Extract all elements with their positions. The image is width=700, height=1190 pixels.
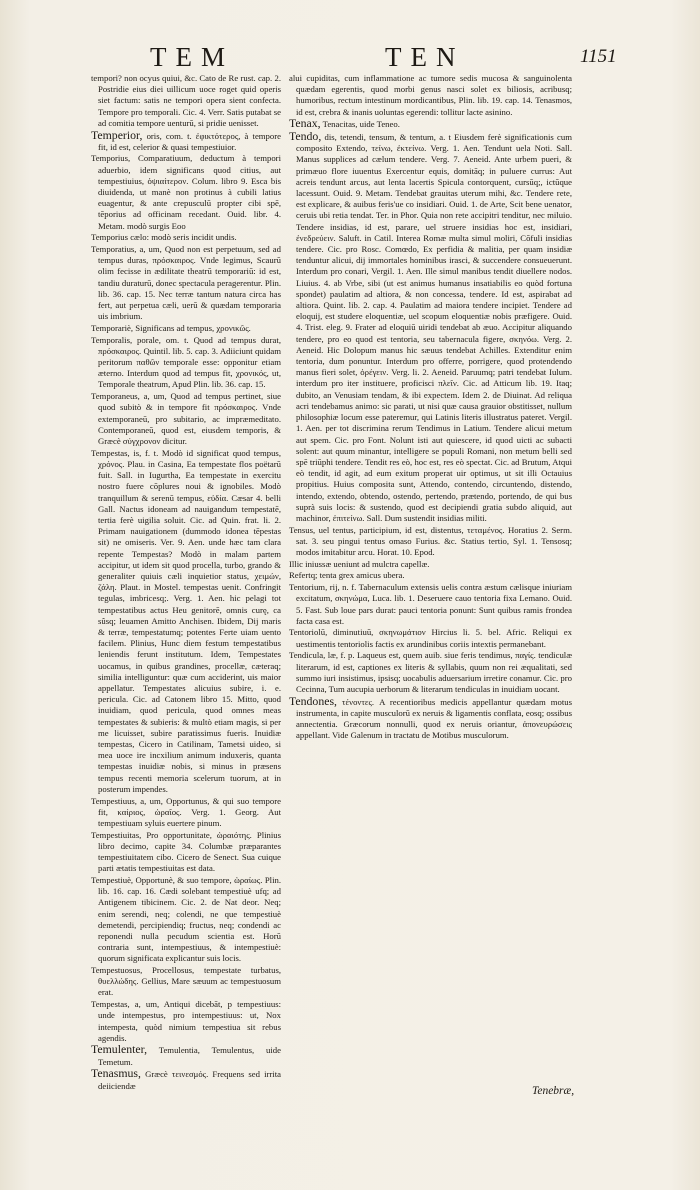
dictionary-entry	[91, 1044, 281, 1067]
entry-text: Tenacitas, uide Teneo.	[322, 119, 400, 130]
entry-text: Temulentia, Temulentus, uide Temetum.	[98, 1045, 281, 1067]
entry-headword: Tendo,	[289, 129, 322, 144]
dictionary-entry	[289, 650, 572, 695]
dictionary-entry	[91, 1068, 281, 1091]
entry-text: dis, tetendi, tensum, & tentum, a. t Eiusdem ferè significationis cum composito Extendo, τείνω, ἐκτείνω. Verg. 1. Aen. Tendunt uela Noti. Sall. Manus supplices ad cælum tendere. Verg. 7. Aeneid. Ante urbem pueri, & primæuo flore iuuentus Exercentur equis, domitāq; in puluere currus: Aut acreis tendunt arcus, aut lenta lacertis Spicula contorquent, cursūq;, ictūque lacessunt. Ouid. 9. Metam. Tendebat grauitas uterum mihi, &c. Tendere rete, est explicare, & auibus feris'ue co insidiari. Ouid. 1. de Arte, Scit bene uenator, ceruis ubi retia tendat. Ter. in Phor. Quia non rete accipitri tenditur, nec miluio. Tendere insidias, id est, parare, uel struere insidias hoc est, insidiari, ἐνεδρεύειν. Saluft. in Catil. Interea Romæ multa simul moliri, Cōfuli insidias tendere. Cic. pro Rosc. Comœdo, Ex perfidia & malitia, per quam insidiæ tenduntur alicui, dij immortales hominibus irasci, & succendere consueuerunt. Interdum pro conari, Vergil. 1. Aen. Ille simul manibus tendit diuellere nodos. Liuius. 4. ab Vrbe, sibi (ut est animus humanus insatiabilis eo quòd fortuna spondet) paulatim ad altiora, & non concessa, tendere. Id est, aspirabat ad altiora. Quint. lib. 2. cap. 4. Paulatim ad maiora tendere incipiet. Tendere ad eloquij, est studere eloquentiæ, uel scopum eloquentiæ nobis præfigere. Ouid. 4. Trist. eleg. 9. Frater ad eloquiū uiridi tendebat ab æuo. Accipitur aliquando tendere, pro eo quod est tentoria, seu tabernacula figere, σκηνόω. Verg. 2. Aeneid. Hic Dolopum manus hic sæuus tendebat Achilles. Extenditur enim tentoria, dum ponuntur. Interdum pro offerre, porrigere, quod protendendo manus fieri solet, ὀρέγειν. Verg. li. 2. Aeneid. Paruumq; patri tendebat Iulum. interdum pro iter instituere, proficisci πλεῖν. Cic. ad Atticum lib. 19. Itaq; dubito, an Venusiam tendam, & ibi expectem. Idem 2. de Diuinat. Ad reliqua acri tendebamus animo: sic parati, ut nisi quæ causa grauior obstitisset, nullum philosophiæ locum esse pateremur, qui Latinis literis illustratus pateret. Vergil. 1. Aen. per tot discrimina rerum Tendimus in Latium. Tendere alicui metum aut spem. Cic. pro Font. Nolunt isti aut quiescere, id quod uicti ac subacti solent: aut quum minantur, intelligere se populi Romani, non metum belli sed spē triūphi tendere. Tendit res eò, hoc est, res eò spectat. Cic. ad Brutum, Atqui eò tendit, id agit, ad eum exitum properat uir optimus, ut sit illi Octauius propitius. Huius composita sunt, Attendo, contendo, circuntendo, distendo, intendo, extendo, obtendo, ostendo, pertendo, prætendo, portendo, de qui bus suprà suis locis: & sustendo, quod est decipiendi gratia subdo aliquid, aut machinor, ἐπιτείνω. Sall. Dum sustendit insidias militi.	[296, 132, 572, 523]
entry-text: Tempestiuitas, Pro opportunitate, ὡραιότης. Plinius libro decimo, capite 34. Columbæ præparantes tempestiuitatem cibo. Cicero de Senect. Sua cuique parti ætatis tempestiuitas est data.	[91, 829, 281, 874]
entry-text: Tentorium, rij, n. f. Tabernaculum extensis uelis contra æstum cælisque iniuriam excitatum, σκηνώμα, Luca. lib. 1. Deseruere cauo tentoria fixa Lemano. Ouid. 5. Fast. Sub loue pars durat: pauci tentoria ponunt: Sunt quibus ramis frondea facta casa est.	[289, 582, 572, 626]
running-head-left: TEM	[150, 42, 234, 72]
dictionary-entry	[289, 559, 572, 570]
dictionary-entry	[91, 830, 281, 875]
dictionary-entry	[289, 693, 572, 742]
left-column	[91, 73, 281, 1092]
entry-headword: Temulenter,	[91, 1042, 148, 1057]
entry-text: Temporariè, Significans ad tempus, χρονικῶς.	[91, 322, 251, 333]
entry-text: tempori? non ocyus quiui, &c. Cato de Re rust. cap. 2. Postridie eius diei uillicum uoce roget quid operis siet factum: satis ne tempori opera sient confecta. Tempore pro temporali. Cic. 4. Verr. Satis putabat se ad comitia tempore uenturū, si pridie uenisset.	[91, 73, 281, 128]
entry-text: alui cupiditas, cum inflammatione ac tumore sedis mucosa & sanguinolenta quædam egerentis, quod morbi genus nasci solet ex biliosis, acribusq; humoribus, rectum intestinum mordicantibus, Plin. lib. 19. cap. 14. Tenasmos, id est, crebra & inanis uoluntas egerendi: tollitur lacte asinino.	[289, 73, 572, 117]
entry-headword: Tenax,	[289, 116, 321, 131]
entry-headword: Tenasmus,	[91, 1066, 141, 1081]
entry-text: Tempestas, is, f. t. Modò id significat quod tempus, χρόνος. Plau. in Casina, Ea tempestate flos poëtarū fuit. Sall. in Iugurtha, Ea tempestate in exercitu nostro fuere cōplures noui & ignobiles. Modò tranquillum & serenū tempus, εὐδία. Cæsar 4. belli Gall. Nactus idoneam ad nauigandum tempestatē, tertia ferè uigilia soluit. Cic. ad Quin. frat. li. 2. Primam nauigationem (dummodo idonea tēpestas sit) ne omiseris. Ver. 9. Aen. unde hæc tam clara repente Tempestas? Modò in malam partem accipitur, ut idem sit quod procella, turbo, grando & generaliter quiuis cæli inquietior status, χειμών, ζάλη. Plaut. in Mostel. tempestas uenit. Confringit tegulas, imbricesq;. Verg. 1. Aen. hic pelagi tot tempestatibus actus Heu genitorē, omnis curę, ca sûsq; leuamen Amitto Anchisen. Ibidem, Dij maris & terræ, tempestatumq; potentes Ferte uiam uento facilem. Plinius, Hunc diem festum tempestatibus leniendis ferunt institutum. Idem, Tempestates uocamus, in quibus grandines, procellæ, cæteraq; similia intelliguntur: quæ cum acciderint, uis maior appellatur. Tempestates alicuius subire, i. e. pericula. Cic. ad Catonem libro 15. Mitto, quod inuidiam, quod pericula, quod omnes meas tempestates & subieris: & multò etiam magis, si per me licuisset, subire paratissimus fueris. Inuidiæ tempestas, Cicero in Catilinam, Tametsi uideo, si mea uoce ire incxilium animum induxeris, quanta tempestas inuidiæ nobis, si minus in præsens tempus recenti memoria scelerum tuorum, at in posterum impendes.	[91, 447, 281, 794]
dictionary-entry	[289, 73, 572, 118]
entry-headword: Temperior,	[91, 127, 143, 142]
entry-text: Tempestiuè, Opportunè, & suo tempore, ὡραίως. Plin. lib. 16. cap. 16. Cædi solebant tempestiuè ufq; ad Antigenem tibicinem. Cic. 2. de Nat deor. Neq; enim serendi, neq; colendi, ne que tempestiuè demetendi, percipiendiq; fructus, neq; condendi ac reponendi nulla pecudum scientia est. Horū contraria sunt, intempestiuus, & intempestiuè: quorum significata explicantur suis locis.	[91, 874, 281, 964]
entry-text: Temporatius, a, um, Quod non est perpetuum, sed ad tempus duras, πρόσκαιρος. Vnde legimus, Scaurū olim fecisse in ædilitate theatrū temporariū: id est, tandiu duraturū, donec spectacula peragerentur. Plin. lib. 36. cap. 15. Nec terræ tantum natura circa has fert, aut perpetua cæli, uerū & quædam temporaria uis imbrium.	[91, 244, 281, 322]
dictionary-entry	[289, 582, 572, 627]
catchword: Tenebræ,	[532, 1085, 575, 1097]
dictionary-entry	[91, 244, 281, 322]
dictionary-entry	[91, 448, 281, 795]
dictionary-entry	[91, 391, 281, 447]
entry-text: τένοντες. A recentioribus medicis appellantur quædam motus instrumenta, in capite musculorū ex neruis & ligamentis conflata, eosq; ossibus annectentia. Græcorum nonnulli, quod ex neruis oriantur, ἀπονευρώσεις appellant. Vide Galenum in tractatu de Motibus musculorum.	[296, 696, 572, 741]
dictionary-entry	[91, 335, 281, 391]
entry-text: Temporius cælo: modò seris incidit undis.	[91, 232, 237, 243]
entry-text: Tensus, uel tentus, participium, id est, distentus, τεταμένος. Horatius 2. Serm. sat. 3. seu pingui tentus omaso Furius. &c. Statius tertio, Syl. 1. Tensosq; modos imitabitur arcu. Horat. 10. Epod.	[289, 524, 572, 558]
entry-text: Temporaneus, a, um, Quod ad tempus pertinet, siue quod subitò & in tempore fit πρόσκαιρος. Vnde extemporaneū, pro subitario, ac impræmeditato. Contemporaneū, quod est, eiusdem temporis, & Græcè σύγχρονον dicitur.	[91, 391, 281, 446]
dictionary-entry	[91, 323, 281, 334]
entry-text: Tentoriolū, diminutiuū, σκηνωμάτιον Hircius li. 5. bel. Afric. Reliqui ex uestimentis tentoriolis factis ex arundinibus coriis intextis permanebant.	[289, 627, 572, 649]
entry-text: Græcè τεινεσμός. Frequens sed irrita deiiciendæ	[98, 1069, 281, 1091]
dictionary-entry	[91, 965, 281, 999]
entry-text: Tendicula, læ, f. p. Laqueus est, quem auib. siue feris tendimus, παγίς. tendiculæ literarum, id est, captiones ex literis & syllabis, quum non rei æqualitati, sed summo iuri insistimus, ipsisq; uocabulis aduersarium irretire conamur. Cic. pro Cecinna, Tum aucupia uerborum & literarum tendiculas in inuidiam uocant.	[289, 650, 572, 694]
dictionary-entry	[91, 153, 281, 231]
dictionary-entry	[91, 796, 281, 830]
dictionary-entry	[91, 232, 281, 243]
entry-text: Temporius, Comparatiuum, deductum à tempori aduerbio, idem significans quod citius, aut tempestiuius, ὀψιαίτερον. Colum. libro 9. Esca bis diuidenda, ut manè non protinus à cubili latius euagentur, & ante crepusculū propter cibi spē, tēporius ad officinam recedant. Ouid. libr. 4. Metam. modò surgis Eoo	[91, 153, 281, 231]
running-head-right: TEN	[385, 42, 465, 72]
entry-text: oris, com. t. ἐφικτότερος, à tempore fit, id est, celerior & quasi tempestiuior.	[98, 130, 281, 152]
dictionary-entry	[91, 999, 281, 1044]
dictionary-entry	[91, 73, 281, 129]
entry-text: Tempestuosus, Procellosus, tempestate turbatus, θυελλώδης. Gellius, Mare sæuum ac tempestuosum erat.	[91, 965, 281, 998]
dictionary-entry	[289, 118, 572, 130]
entry-text: Illic iniussæ ueniunt ad mulctra capellæ.	[289, 558, 430, 569]
entry-text: Refertq; tenta grex amicus ubera.	[289, 570, 405, 581]
entry-headword: Tendones,	[289, 693, 337, 708]
dictionary-entry	[289, 627, 572, 649]
entry-text: Tempestiuus, a, um, Opportunus, & qui suo tempore fit, καίριος, ὡραῖος. Verg. 1. Georg. Aut tempestiuam syluis euertere pinum.	[91, 795, 281, 828]
dictionary-entry	[289, 570, 572, 581]
dictionary-entry	[289, 525, 572, 559]
entry-text: Tempestas, a, um, Antiqui dicebāt, p tempestiuus: unde intempestus, pro intempestiuus: ut, Nox intempesta, quòd nimium tempestiua sit rebus agendis.	[91, 999, 281, 1043]
dictionary-entry	[91, 875, 281, 965]
right-column	[289, 73, 572, 742]
entry-text: Temporalis, porale, om. t. Quod ad tempus durat, πρόσκαιρος. Quintil. lib. 5. cap. 3. Adiiciunt quidam peritorum παθῶν temporale esse: opponitur etiam æterno. Interdum quod ad tempus fit, χρονικός, ut, Temporale theatrum, Apud Plin. lib. 36. cap. 15.	[91, 334, 281, 390]
dictionary-entry	[91, 127, 281, 153]
page-number: 1151	[580, 46, 617, 67]
dictionary-entry	[289, 131, 572, 524]
